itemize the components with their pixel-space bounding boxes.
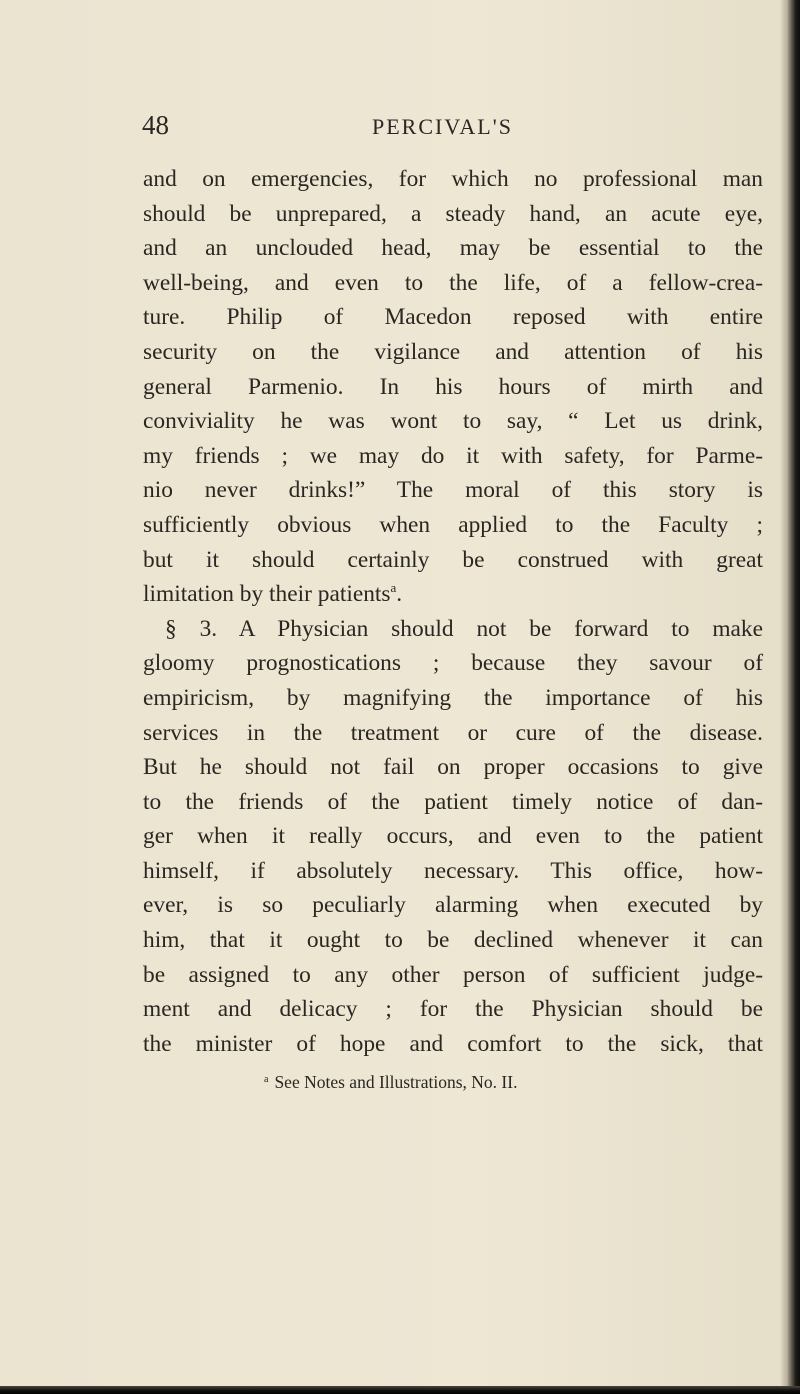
text-line: to the friends of the patient timely notice of dan- [143, 788, 763, 815]
text-line: sufficiently obvious when applied to the Faculty ; [143, 511, 763, 538]
text-line: should be unprepared, a steady hand, an acute eye, [143, 200, 763, 227]
page-number: 48 [142, 110, 169, 140]
text-line: him, that it ought to be declined whenever it can [143, 927, 763, 954]
text-line: ever, is so peculiarly alarming when executed by [143, 892, 763, 919]
page-bottom-edge [0, 1386, 800, 1394]
text-line: services in the treatment or cure of the disease. [143, 719, 763, 746]
text-line: nio never drinks!” The moral of this story is [143, 477, 763, 504]
text-line: and on emergencies, for which no professional man [143, 166, 763, 192]
footnote-text: See Notes and Illustrations, No. II. [274, 1072, 518, 1092]
text-line: empiricism, by magnifying the importance of his [143, 684, 763, 711]
text-line: But he should not fail on proper occasions to give [143, 754, 763, 781]
text-line: but it should certainly be construed with great [143, 546, 763, 573]
text-line: the minister of hope and comfort to the sick, that [143, 1030, 763, 1057]
text-line: ger when it really occurs, and even to the patient [143, 823, 763, 850]
footnote-reference: a [390, 580, 397, 596]
text-line: and an unclouded head, may be essential to the [143, 235, 763, 262]
text-line: conviviality he was wont to say, “ Let us drink, [143, 408, 763, 435]
text-line: gloomy prognostications ; because they savour of [143, 650, 763, 677]
text-line-with-footnote-ref [143, 577, 763, 612]
body-text [143, 162, 763, 1061]
text-line: security on the vigilance and attention of his [143, 338, 763, 365]
text-line: himself, if absolutely necessary. This office, how- [143, 857, 763, 884]
text-line: general Parmenio. In his hours of mirth and [143, 373, 763, 400]
running-head: PERCIVAL'S [372, 114, 513, 139]
text-line: my friends ; we may do it with safety, for Parme- [143, 442, 763, 469]
page-header [142, 110, 762, 140]
text-line: be assigned to any other person of sufficient judge- [143, 961, 763, 988]
text-line: ture. Philip of Macedon reposed with entire [143, 304, 763, 331]
section-3-first-line: § 3. A Physician should not be forward to make [165, 615, 763, 642]
text-line: well-being, and even to the life, of a fellow-crea- [143, 269, 763, 296]
sentence-end: . [396, 581, 403, 608]
text-line: ment and delicacy ; for the Physician should be [143, 996, 763, 1023]
text-line-content: limitation by their patients [143, 581, 391, 608]
page-edge-shadow [786, 0, 800, 1394]
footnote [264, 1070, 684, 1094]
footnote-marker: a [264, 1074, 269, 1085]
